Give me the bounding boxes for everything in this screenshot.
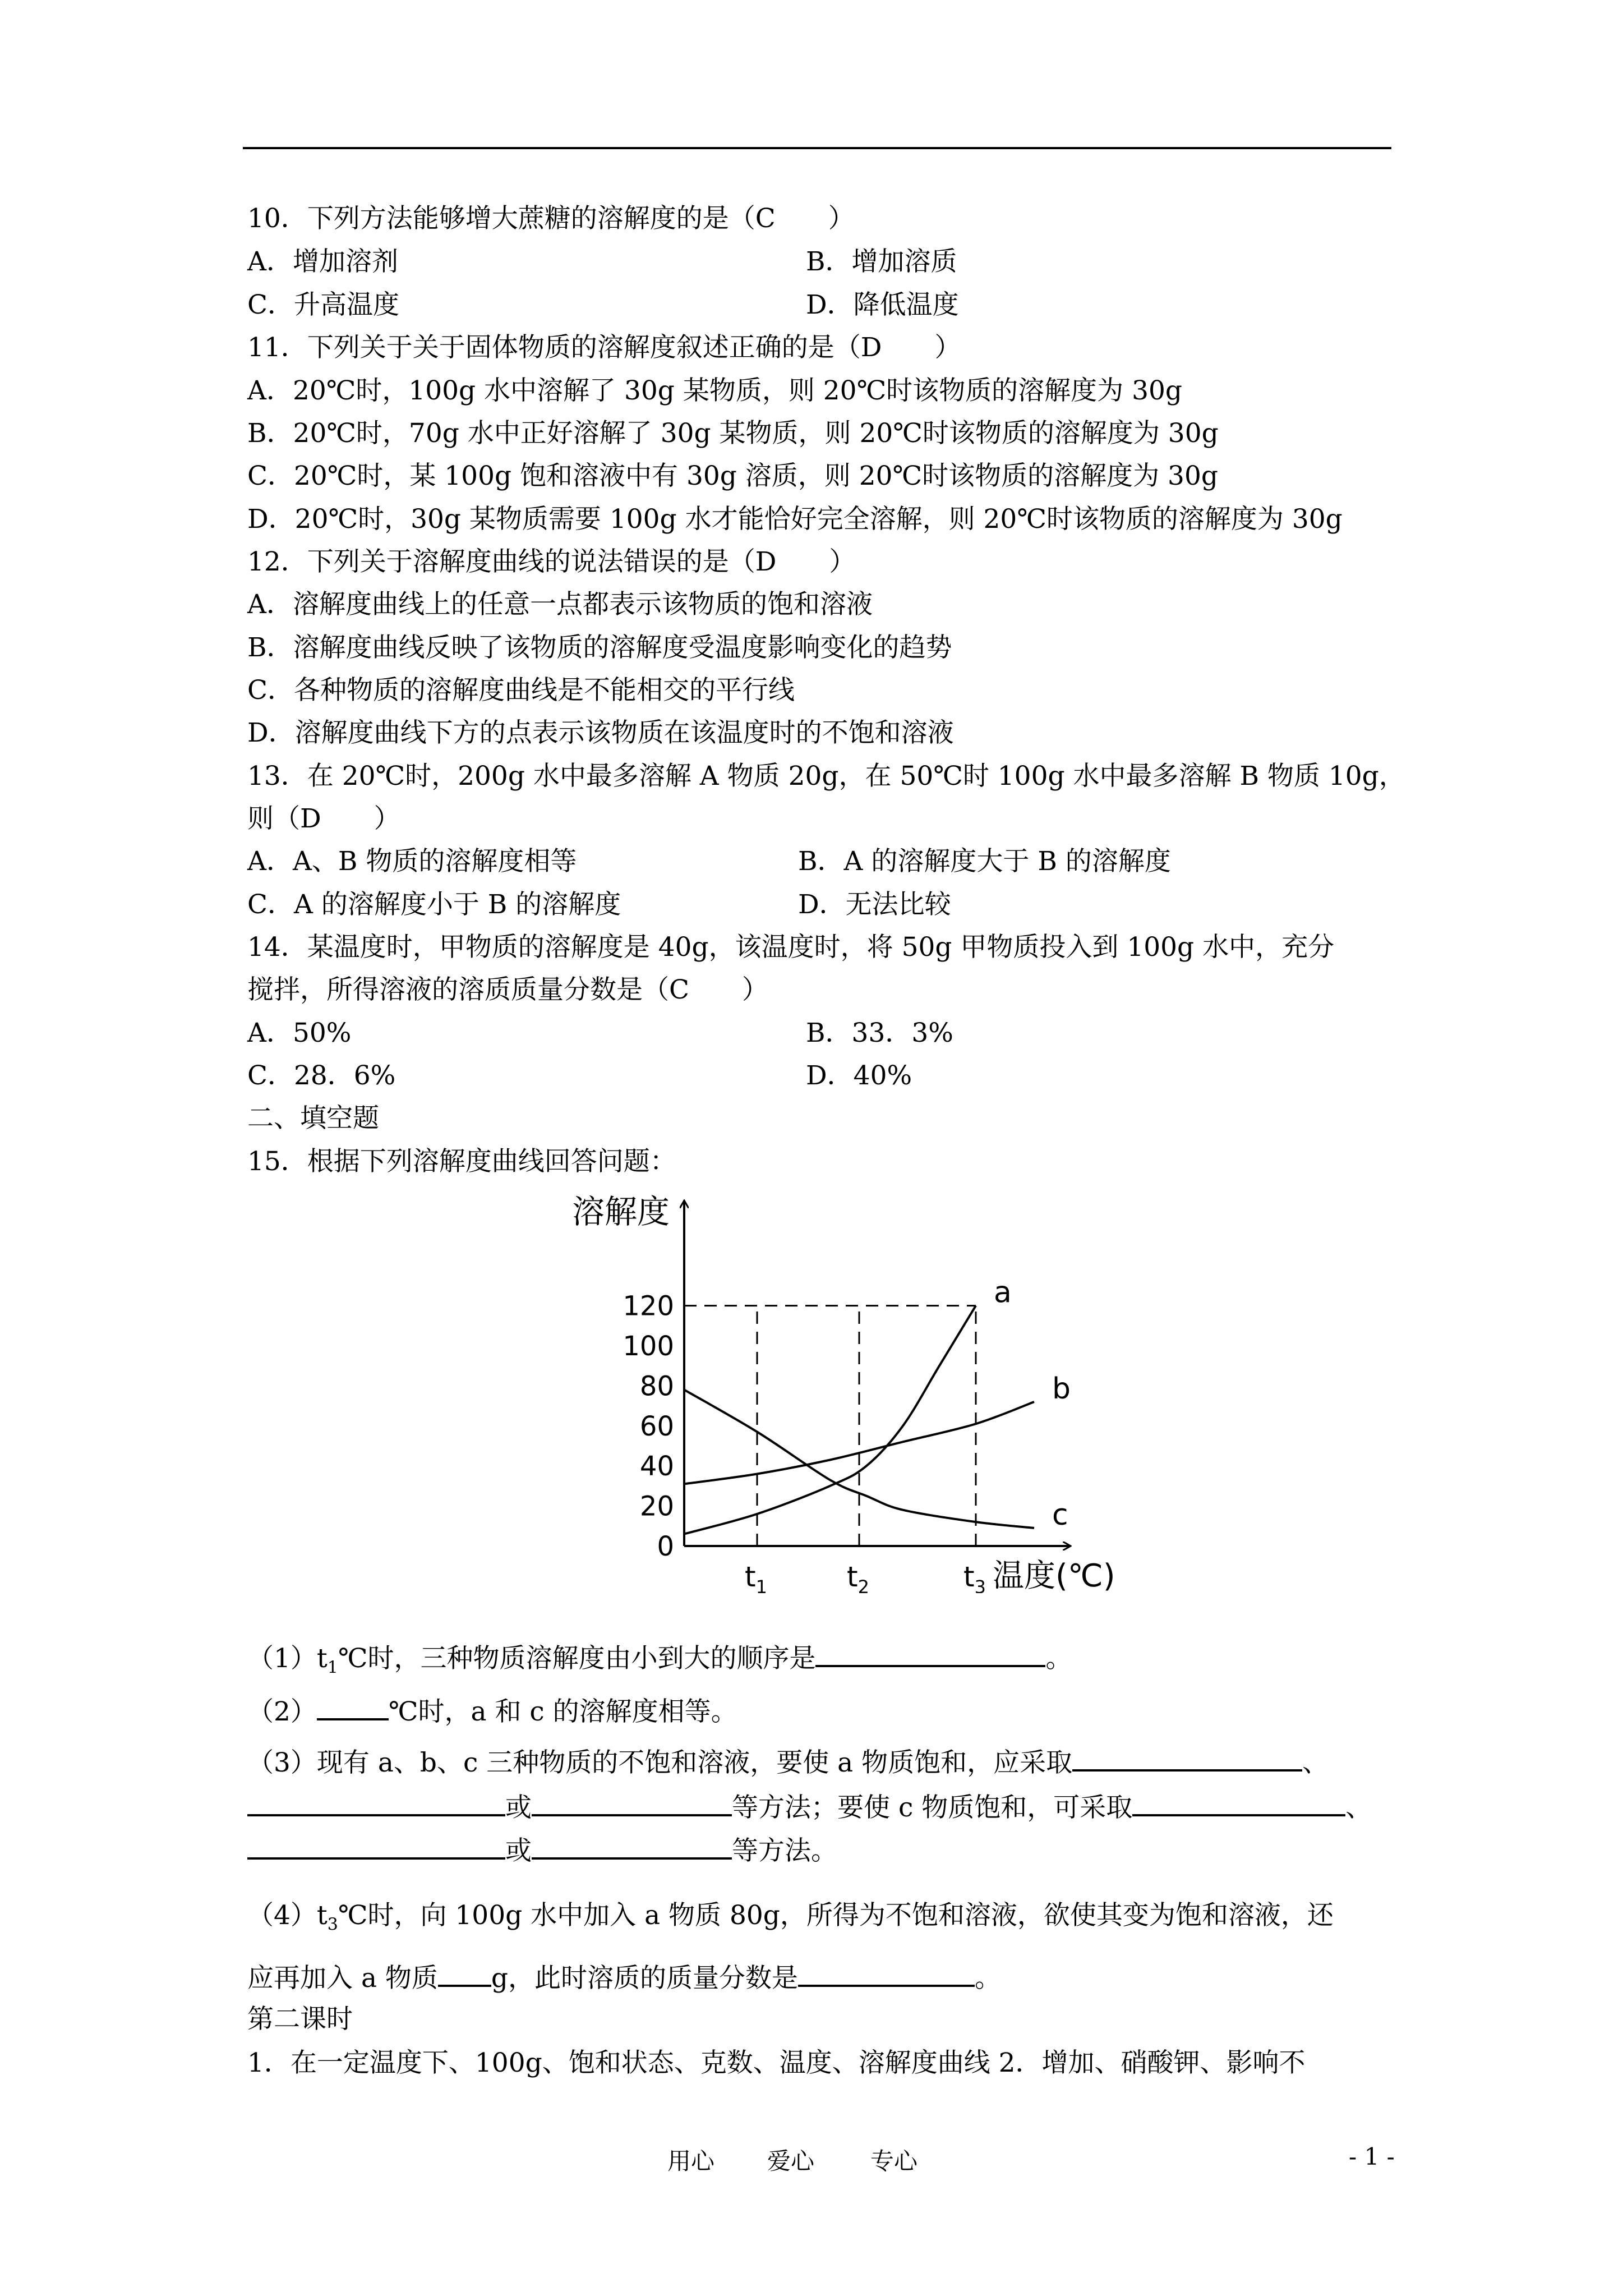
answer-blank[interactable] (815, 1638, 1045, 1667)
chart-axes (684, 1200, 1071, 1546)
q14-stem-line2: 搅拌，所得溶液的溶质质量分数是（C ） (247, 974, 768, 1005)
q15-part3-line3: 或 等方法。 (247, 1830, 837, 1868)
footer-motto-1: 用心 (667, 2147, 715, 2175)
x-tick-label: $t_3$ (963, 1561, 986, 1593)
chart-labels (572, 1193, 1115, 1593)
q10-option-c: C．升高温度 (247, 289, 399, 320)
q11-option-d: D．20℃时，30g 某物质需要 100g 水才能恰好完全溶解，则 20℃时该物质的溶解度为 30g (247, 504, 1343, 535)
answer-blank[interactable] (532, 1787, 732, 1816)
q14-option-c: C．28．6% (247, 1060, 396, 1091)
lesson2-answers: 1．在一定温度下、100g、饱和状态、克数、温度、溶解度曲线 2．增加、硝酸钾、影响不 (247, 2047, 1306, 2078)
answer-blank[interactable] (1132, 1787, 1345, 1816)
q14-option-d: D．40% (806, 1060, 912, 1091)
q15-part1: $(1)t_1℃$时，三种物质溶解度由小到大的顺序是 。 (247, 1638, 1072, 1685)
y-tick-label: 20 (639, 1490, 674, 1522)
answer-blank[interactable] (532, 1830, 732, 1860)
q12-stem: 12．下列关于溶解度曲线的说法错误的是（D ） (247, 546, 856, 577)
solubility-chart (561, 1189, 1144, 1593)
q10-option-a: A．增加溶剂 (247, 246, 398, 277)
y-tick-label: 120 (623, 1290, 674, 1322)
header-rule (243, 147, 1391, 149)
q10-option-d: D．降低温度 (806, 289, 959, 320)
y-tick-label: 80 (639, 1370, 674, 1402)
answer-blank[interactable] (798, 1958, 975, 1987)
q13-stem-line1: 13．在 20℃时，200g 水中最多溶解 A 物质 20g，在 50℃时 100g 水中最多溶解 B 物质 10g， (247, 761, 1405, 792)
q15-part4-line1: $(4)t_3℃$时，向 100g 水中加入 a 物质 80g，所得为不饱和溶液，欲使其变为饱和溶液，还 (247, 1900, 1334, 1935)
q15-part2: （2） ℃时，a 和 c 的溶解度相等。 (247, 1691, 737, 1729)
answer-blank[interactable] (317, 1691, 389, 1720)
x-tick-label: $t_2$ (847, 1561, 869, 1593)
footer-motto-3: 专心 (870, 2147, 918, 2175)
q10-option-b: B．增加溶质 (806, 246, 957, 277)
q15-part3-line2: 或 等方法；要使 c 物质饱和，可采取 、 (247, 1787, 1372, 1825)
y-tick-label: 60 (639, 1410, 674, 1442)
answer-blank[interactable] (438, 1958, 491, 1987)
q13-option-c: C．A 的溶解度小于 B 的溶解度 (247, 889, 621, 920)
q14-stem-line1: 14．某温度时，甲物质的溶解度是 40g，该温度时，将 50g 甲物质投入到 100g 水中，充分 (247, 932, 1335, 963)
q12-option-b: B．溶解度曲线反映了该物质的溶解度受温度影响变化的趋势 (247, 632, 952, 663)
q15-part4-line2: 应再加入 a 物质 g，此时溶质的质量分数是 。 (247, 1958, 1001, 1995)
q11-option-a: A．20℃时，100g 水中溶解了 30g 某物质，则 20℃时该物质的溶解度为 30g (247, 375, 1182, 406)
footer-motto-2: 爱心 (767, 2147, 815, 2175)
reference-lines (684, 1306, 976, 1546)
q14-option-b: B．33．3% (806, 1018, 953, 1048)
y-tick-label: 0 (657, 1531, 674, 1562)
q13-option-d: D．无法比较 (798, 889, 951, 920)
y-axis-title: 溶解度 (572, 1193, 670, 1231)
q14-option-a: A．50% (247, 1018, 352, 1048)
section-heading: 二、填空题 (247, 1103, 379, 1134)
curve-label-b: b (1052, 1372, 1071, 1406)
answer-blank[interactable] (247, 1787, 505, 1816)
x-tick-label: $t_1$ (745, 1561, 767, 1593)
q15-part3-line1: （3）现有 a、b、c 三种物质的不饱和溶液，要使 a 物质饱和，应采取 、 (247, 1742, 1329, 1780)
q11-stem: 11．下列关于关于固体物质的溶解度叙述正确的是（D ） (247, 332, 961, 363)
curve-a (684, 1306, 976, 1534)
q13-option-a: A．A、B 物质的溶解度相等 (247, 846, 577, 877)
q13-stem-line2: 则（D ） (247, 803, 400, 834)
q10-stem: 10．下列方法能够增大蔗糖的溶解度的是（C ） (247, 203, 855, 234)
q15-stem: 15．根据下列溶解度曲线回答问题： (247, 1146, 676, 1177)
y-tick-label: 40 (639, 1451, 674, 1483)
q13-option-b: B．A 的溶解度大于 B 的溶解度 (798, 846, 1171, 877)
curve-label-c: c (1052, 1498, 1068, 1532)
y-tick-label: 100 (623, 1331, 674, 1362)
page-number: - 1 - (1349, 2143, 1395, 2170)
q12-option-c: C．各种物质的溶解度曲线是不能相交的平行线 (247, 675, 795, 706)
q12-option-d: D．溶解度曲线下方的点表示该物质在该温度时的不饱和溶液 (247, 717, 954, 748)
x-axis-title: 温度(℃) (993, 1558, 1115, 1593)
q11-option-c: C．20℃时，某 100g 饱和溶液中有 30g 溶质，则 20℃时该物质的溶解度为 30g (247, 461, 1218, 491)
lesson2-title: 第二课时 (247, 2004, 353, 2035)
curve-label-a: a (994, 1276, 1012, 1310)
q11-option-b: B．20℃时，70g 水中正好溶解了 30g 某物质，则 20℃时该物质的溶解度为 30g (247, 418, 1219, 449)
answer-blank[interactable] (247, 1830, 505, 1860)
answer-blank[interactable] (1072, 1742, 1302, 1772)
q12-option-a: A．溶解度曲线上的任意一点都表示该物质的饱和溶液 (247, 589, 873, 620)
